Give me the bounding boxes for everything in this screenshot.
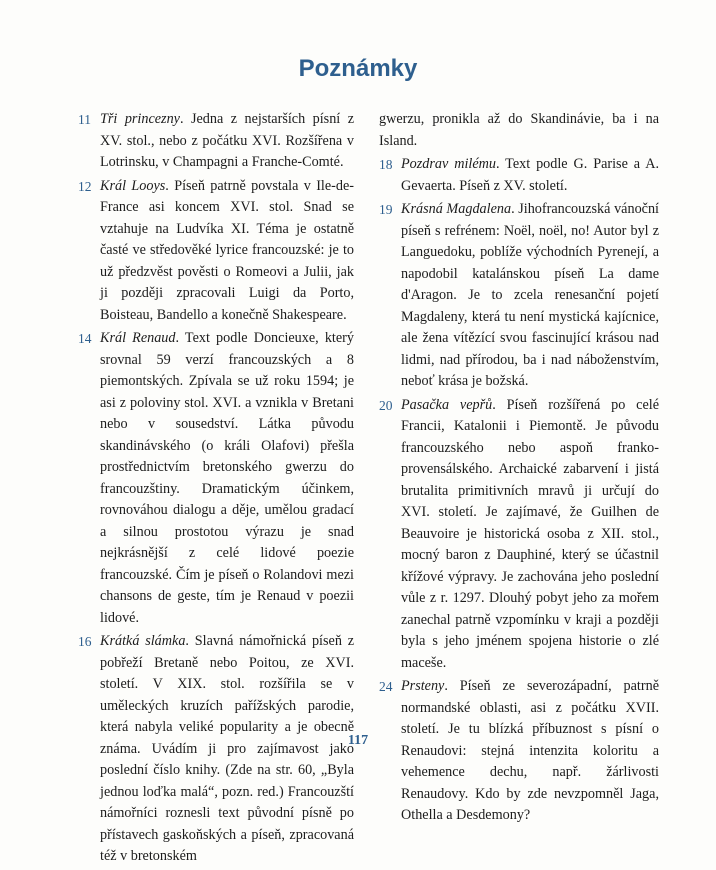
note-text: . Slavná námořnická píseň z pobřeží Bretaně nebo Poitou, ze XVI. století. V XIX. stol. rozšířila se v uměleckých kruzích pařížských parodie, která nabyla veliké popularity a je obecně známa. Uvádím ji pro zajímavost jako poslední číslo knihy. (Zde na str. 60, „Byla jednou loďka malá“, pozn. red.) Francouzští námořníci roznesli text původní písně po přístavech gaskoňských a píseň, zpracovaná též v bretonském — [100, 633, 355, 864]
notes-column-right — [379, 109, 659, 829]
note-number: 14 — [78, 331, 92, 346]
note-text: . Text podle G. Parise a A. Gevaerta. Píseň z XV. století. — [401, 156, 659, 194]
song-title: Král Renaud — [100, 330, 176, 346]
song-title: Pozdrav milému — [401, 156, 496, 172]
song-title: Krátká slámka — [100, 633, 186, 649]
note-text: . Píseň rozšířená po celé Francii, Katalonii i Piemontě. Je původu francouzského nebo aspoň franko-provensálského. Archaické zabarvení i jistá brutalita primitivních mravů ji určují do XVI. století. Je zajímavé, že Guilhen de Beauvoire je historická osoba z XII. stol., mocný baron z Dauphiné, který se účastnil křížové výpravy. Je zachována jeho poslední vůle z r. 1297. Dlouhý pobyt jeho za mořem zanechal patrně vzpomínku v kraji a později byla s jeho jménem spojena historie o zlé maceše. — [401, 396, 659, 671]
note-14 — [78, 328, 354, 629]
song-title: Král Looys — [100, 177, 166, 194]
note-number: 24 — [379, 679, 393, 694]
song-title: Pasačka vepřů — [401, 396, 493, 413]
note-24 — [379, 676, 659, 827]
note-number: 19 — [379, 202, 393, 217]
note-number: 20 — [379, 397, 393, 413]
note-19 — [379, 199, 659, 393]
page-title: Poznámky — [298, 55, 418, 82]
note-11 — [78, 109, 354, 174]
note-text: . Píseň patrně povstala v Ile-de-France asi koncem XVI. stol. Snad se vztahuje na Ludvíka XI. Téma je ostatně časté ve středověké lyrice francouzské: je to už předzvěst pověsti o Romeovi a Julii, jak ji později zpracovali Luigi da Porto, Boisteau, Bandello a konečně Shakespeare. — [100, 177, 354, 323]
song-title: Krásná Magdalena — [401, 201, 512, 217]
note-text: . Píseň ze severozápadní, patrně normandské oblasti, asi z počátku XVII. století. Je tu blízká příbuznost s písní o Renaudovi: stejná intenzita koloritu a vehemence dechu, např. žárlivosti Renaudovy. Kdo by zde nevzpomněl Jaga, Othella a Desdemony? — [401, 678, 659, 823]
note-16 — [78, 631, 354, 868]
note-text: . Jedna z nejstarších písní z XV. stol., nebo z počátku XVI. Rozšířena v Lotrinsku, v Champagni a Franche-Comté. — [100, 111, 354, 170]
song-title: Tři princezny — [100, 111, 180, 127]
note-text: . Text podle Doncieuxe, který srovnal 59 verzí francouzských a 8 piemontských. Zpívala se už roku 1594; je asi z poloviny stol. XVI. a vznikla v Bretani nebo v sousedství. Látka původu skandinávského (o králi Olafovi) přešla prostřednictvím bretonského gwerzu do francouzštiny. Dramatickým účinkem, rovnováhou dialogu a děje, umělou gradací a silnou prostotou výrazu je snad nejkrásnější z celé lidové poezie francouzské. Čím je píseň o Rolandovi mezi chansons de geste, tím je Renaud v poezii lidové. — [100, 330, 354, 626]
note-16-continuation: gwerzu, pronikla až do Skandinávie, ba i na Island. — [379, 111, 659, 149]
note-20 — [379, 395, 659, 675]
note-18 — [379, 154, 659, 197]
note-number: 12 — [78, 178, 92, 194]
page-number: 117 — [347, 733, 369, 748]
notes-column-left — [78, 109, 354, 870]
note-text: . Jihofrancouzská vánoční píseň s refrénem: Noël, noël, no! Autor byl z Languedoku, poblíže východních Pyrenejí, a napodobil katalánskou píseň La dame d'Aragon. Je to zcela renesanční pojetí Magdaleny, která tu není mystická kajícnice, ale žena vítězící svou fascinující krásou nad lidmi, nad přírodou, ba i nad náboženstvím, neboť krása je božská. — [401, 201, 659, 389]
note-number: 16 — [78, 634, 92, 649]
song-title: Prsteny — [401, 678, 445, 694]
note-12 — [78, 176, 354, 327]
note-number: 18 — [379, 157, 393, 172]
note-number: 11 — [78, 112, 91, 127]
